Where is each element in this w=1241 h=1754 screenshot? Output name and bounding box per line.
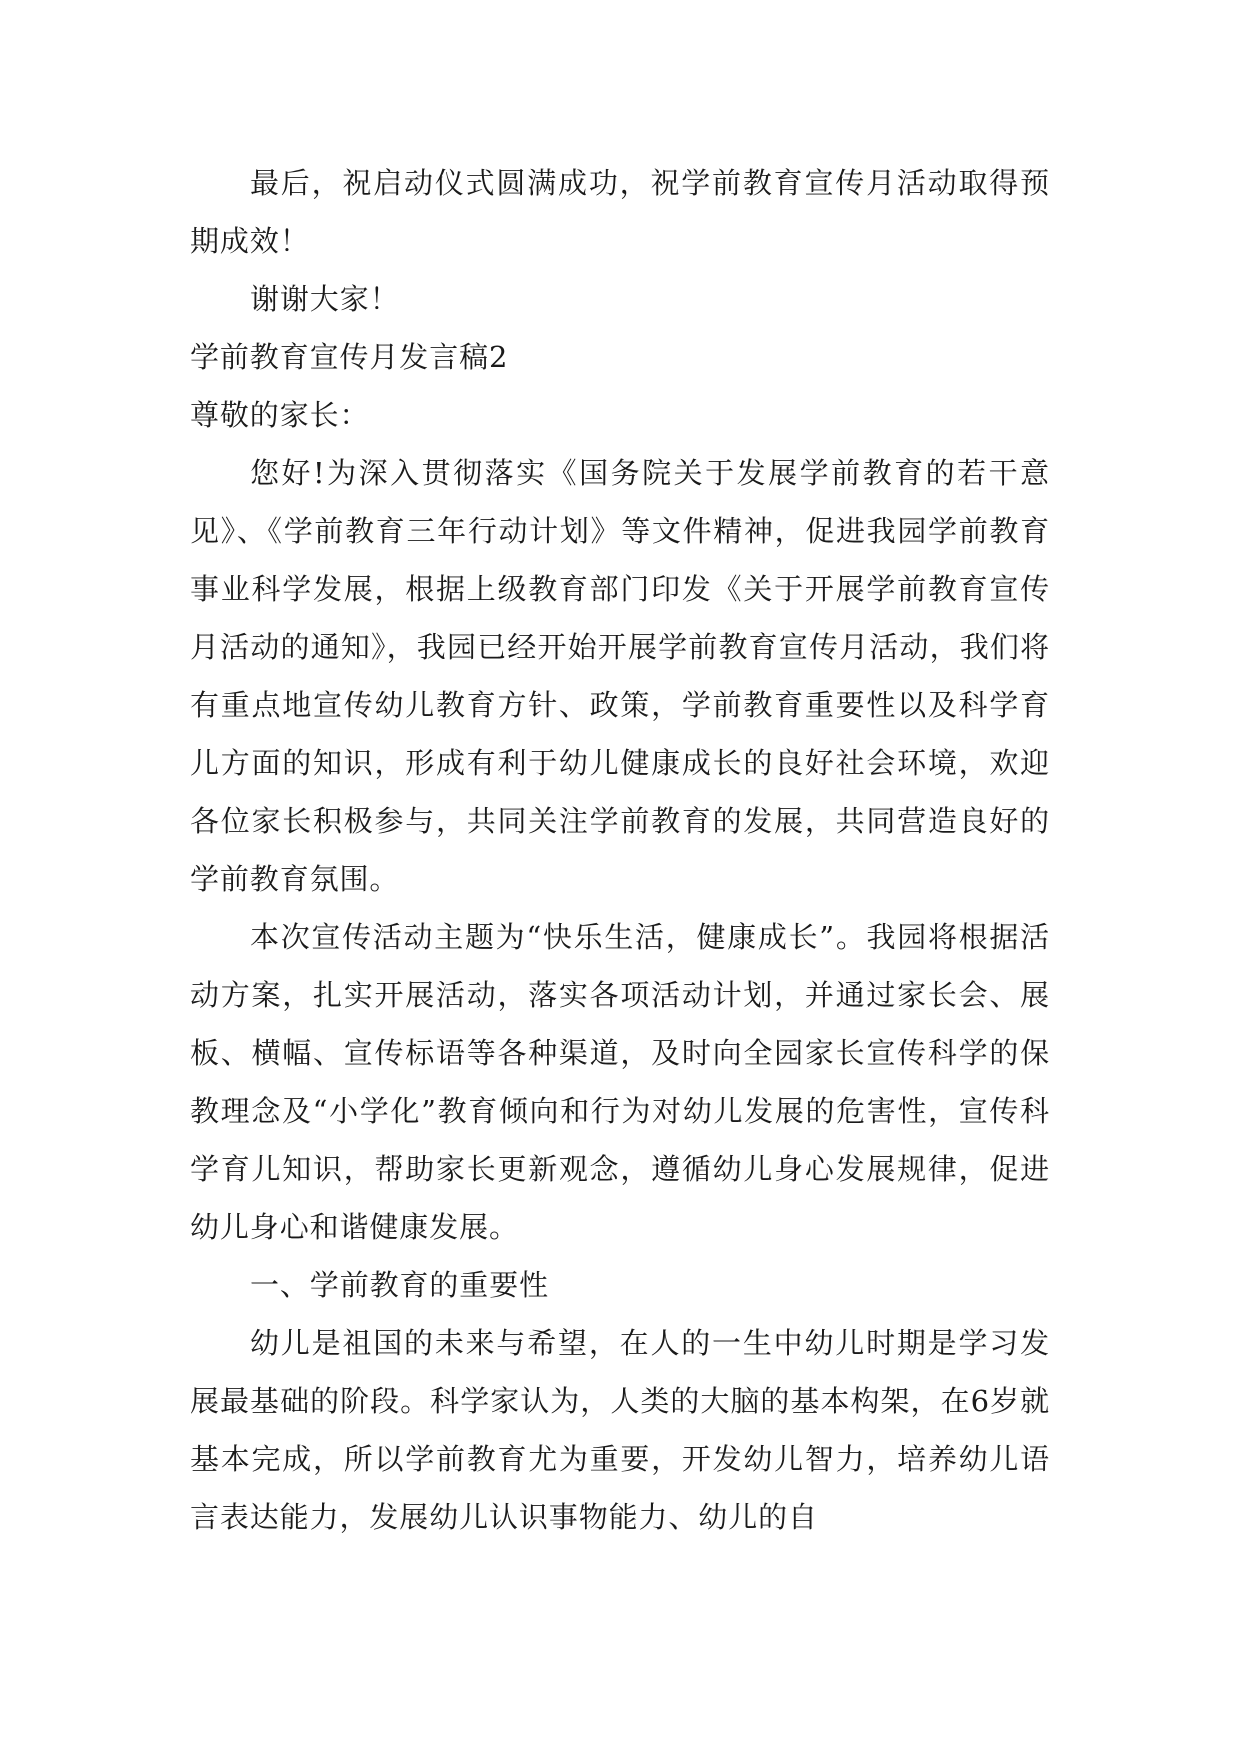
paragraph-introduction: 您好!为深入贯彻落实《国务院关于发展学前教育的若干意见》、《学前教育三年行动计划》等文件精神，促进我园学前教育事业科学发展，根据上级教育部门印发《关于开展学前教育宣传月活动的通知》，我园已经开始开展学前教育宣传月活动，我们将有重点地宣传幼儿教育方针、政策，学前教育重要性以及科学育儿方面的知识，形成有利于幼儿健康成长的良好社会环境，欢迎各位家长积极参与，共同关注学前教育的发展，共同营造良好的学前教育氛围。 xyxy=(190,456,1050,896)
paragraph-thanks: 谢谢大家！ xyxy=(250,282,400,316)
salutation: 尊敬的家长： xyxy=(190,398,370,432)
paragraph-closing-wishes: 最后，祝启动仪式圆满成功，祝学前教育宣传月活动取得预期成效！ xyxy=(190,166,1050,258)
paragraph-activity-theme: 本次宣传活动主题为“快乐生活，健康成长”。我园将根据活动方案，扎实开展活动，落实各项活动计划，并通过家长会、展板、横幅、宣传标语等各种渠道，及时向全园家长宣传科学的保教理念及“小学化”教育倾向和行为对幼儿发展的危害性，宣传科学育儿知识，帮助家长更新观念，遵循幼儿身心发展规律，促进幼儿身心和谐健康发展。 xyxy=(190,920,1050,1244)
section-title: 学前教育宣传月发言稿2 xyxy=(190,340,509,374)
subheading-importance: 一、学前教育的重要性 xyxy=(250,1268,550,1302)
paragraph-importance: 幼儿是祖国的未来与希望，在人的一生中幼儿时期是学习发展最基础的阶段。科学家认为，人类的大脑的基本构架，在6岁就基本完成，所以学前教育尤为重要，开发幼儿智力，培养幼儿语言表达能力，发展幼儿认识事物能力、幼儿的自 xyxy=(190,1326,1050,1534)
document-body xyxy=(190,154,1050,1546)
